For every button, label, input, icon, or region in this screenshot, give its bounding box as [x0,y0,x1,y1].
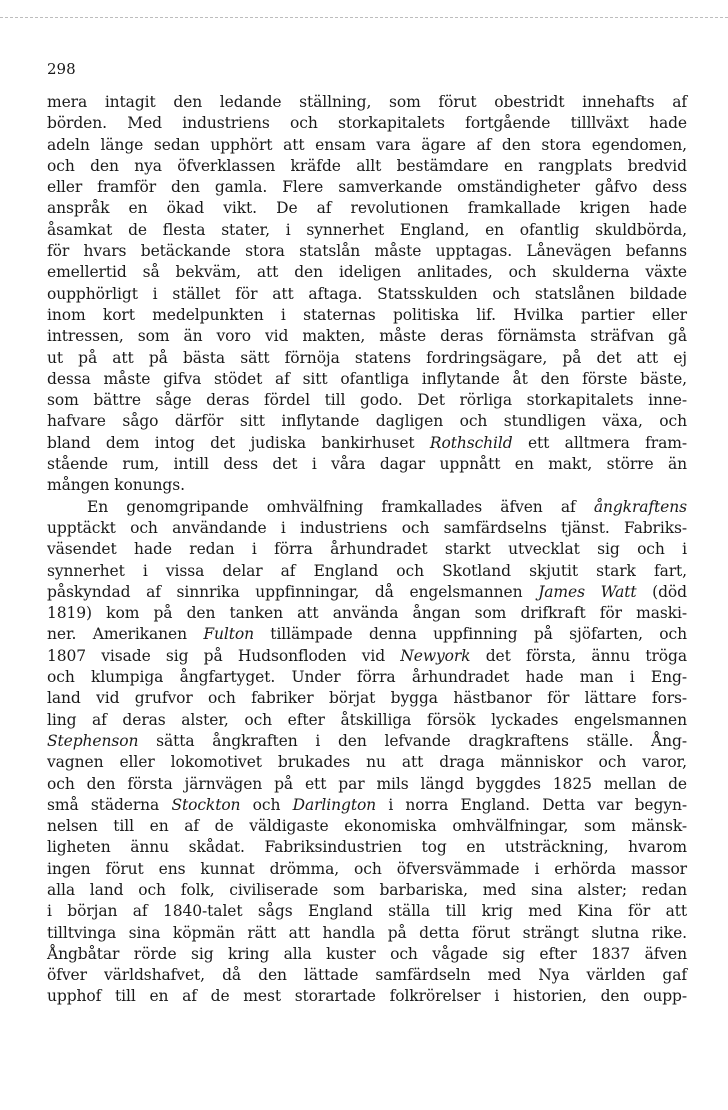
text-run: tillämpade denna uppfinning på sjöfarten, och [253,625,687,644]
text-line: land vid grufvor och fabriker börjat bygga hästbanor för lättare fors- [47,689,687,708]
text-line: hafvare sågo därför sitt inflytande dagligen och stundligen växa, och [47,412,687,431]
text-line: och den första järnvägen på ett par mils längd byggdes 1825 mellan de [47,774,687,793]
italic-name: Stockton [171,795,241,814]
book-page [47,58,687,1008]
text-run: påskyndad af sinnrika uppfinningar, då engelsmannen [47,582,539,601]
text-line: tilltvinga sina köpmän rätt att handla på detta förut strängt slutna rike. [47,923,687,942]
text-line: åsamkat de flesta stater, i synnerhet England, en ofantlig skuldbörda, [47,220,687,239]
italic-name: Newyork [400,646,471,665]
page-number: 298 [47,60,76,78]
text-line [47,497,687,518]
text-line: ingen förut ens kunnat drömma, och öfversvämmade i erhörda massor [47,859,687,878]
italic-name: Darlington [292,795,377,814]
text-line: oupphörligt i stället för att aftaga. Statsskulden och statslånen bildade [47,284,687,303]
italic-name: ångkraftens [593,497,687,516]
text-line [47,624,687,645]
text-line [47,582,687,603]
text-run: 1807 visade sig på Hudsonfloden vid [47,646,401,665]
text-line: Ångbåtar rörde sig kring alla kuster och vågade sig efter 1837 äfven [47,944,687,963]
text-line: 1819) kom på den tanken att använda ångan som drifkraft för maski- [47,604,687,623]
text-run: sätta ångkraften i den lefvande dragkraftens ställe. Ång- [138,731,687,750]
text-line: börden. Med industriens och storkapitalets fortgående tilllväxt hade [47,114,687,133]
text-run: bland dem intog det judiska bankirhuset [47,433,430,452]
text-line: som bättre såge deras fördel till godo. Det rörliga storkapitalets inne- [47,391,687,410]
text-line [47,731,687,752]
text-line: ling af deras alster, och efter åtskilliga försök lyckades engelsmannen [47,710,687,729]
page-top-border [0,17,728,18]
text-line: i början af 1840-talet sågs England ställa till krig med Kina för att [47,902,687,921]
text-line: intressen, som än voro vid makten, måste deras förnämsta sträfvan gå [47,327,687,346]
text-line: ut på att på bästa sätt förnöja statens fordringsägare, på det att ej [47,348,687,367]
text-line: inom kort medelpunkten i staternas politiska lif. Hvilka partier eller [47,305,687,324]
text-line: stående rum, intill dess det i våra dagar uppnått en makt, större än [47,455,687,474]
text-line [47,646,687,667]
text-line: adeln länge sedan upphört att ensam vara ägare af den stora egendomen, [47,135,687,154]
text-line: och den nya öfverklassen kräfde allt bestämdare en rangplats bredvid [47,156,687,175]
text-run: i norra England. Detta var begyn- [376,795,687,814]
italic-name: Rothschild [429,433,513,452]
text-line: för hvars betäckande stora statslån måste upptagas. Lånevägen befanns [47,242,687,261]
text-line: och klumpiga ångfartyget. Under förra århundradet hade man i Eng- [47,668,687,687]
text-run: En genomgripande omhvälfning framkallades äfven af [87,497,594,516]
text-line: mången konungs. [47,476,185,495]
text-run: (död [636,582,687,601]
text-run: och [240,795,293,814]
text-line: vagnen eller lokomotivet brukades nu att draga människor och varor, [47,753,687,772]
text-line: emellertid så bekväm, att den ideligen anlitades, och skulderna växte [47,263,687,282]
italic-name: James Watt [538,582,637,601]
text-line [47,433,687,454]
text-run: små städerna [47,795,172,814]
text-line: synnerhet i vissa delar af England och Skotland skjutit stark fart, [47,561,687,580]
text-line: mera intagit den ledande ställning, som förut obestridt innehafts af [47,93,687,111]
text-run: ner. Amerikanen [47,625,204,644]
text-line: eller framför den gamla. Flere samverkande omständigheter gåfvo dess [47,178,687,197]
text-line: öfver världshafvet, då den lättade samfärdseln med Nya världen gaf [47,966,687,985]
text-line: ligheten ännu skådat. Fabriksindustrien tog en utsträckning, hvarom [47,838,687,857]
italic-name: Stephenson [47,731,139,750]
text-line: nelsen till en af de väldigaste ekonomiska omhvälfningar, som mänsk- [47,817,687,836]
text-run: det första, ännu tröga [470,646,687,665]
text-run: ett alltmera fram- [512,433,687,452]
text-line: anspråk en ökad vikt. De af revolutionen framkallade krigen hade [47,199,687,218]
italic-name: Fulton [203,625,254,644]
text-line: väsendet hade redan i förra århundradet starkt utvecklat sig och i [47,540,687,559]
text-line: upptäckt och användande i industriens och samfärdselns tjänst. Fabriks- [47,518,687,537]
text-line [47,795,687,816]
text-line: dessa måste gifva stödet af sitt ofantliga inflytande åt den förste bäste, [47,369,687,388]
text-line: upphof till en af de mest storartade folkrörelser i historien, den oupp- [47,987,687,1006]
text-line: alla land och folk, civiliserade som barbariska, med sina alster; redan [47,880,687,899]
body-text [47,92,687,1008]
